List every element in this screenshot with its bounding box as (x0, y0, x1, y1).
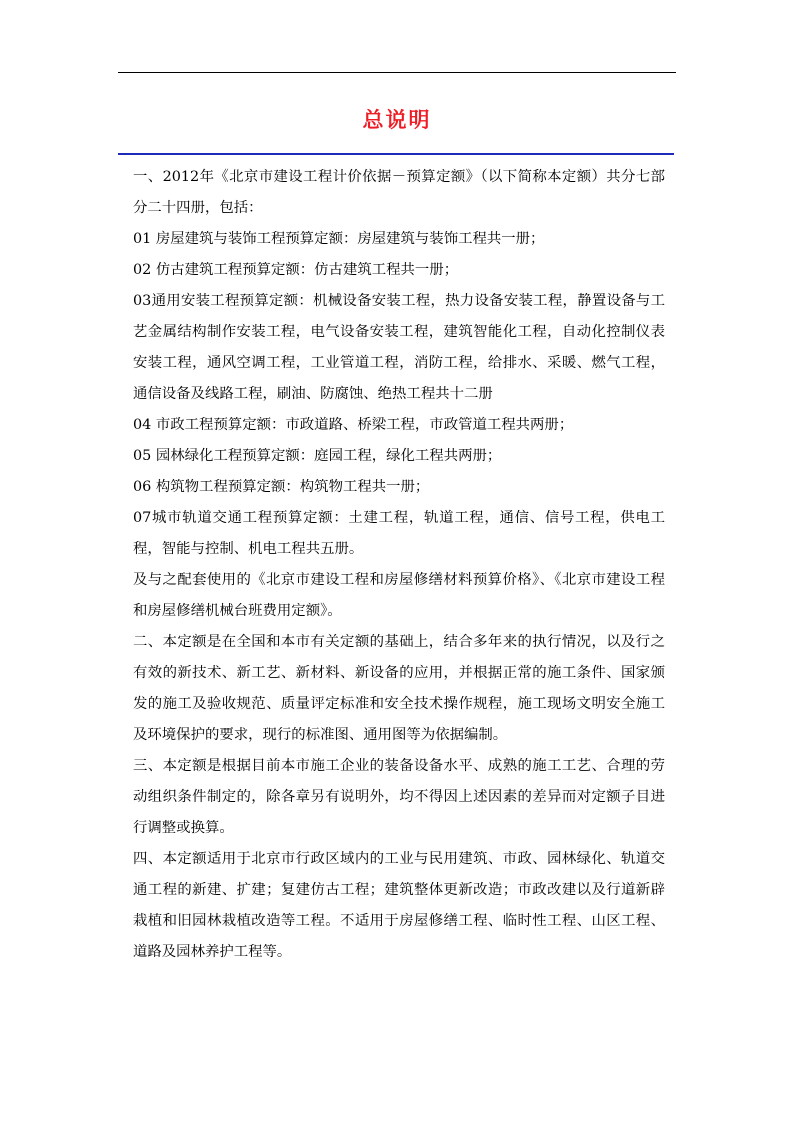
paragraph-4: 03通用安装工程预算定额：机械设备安装工程，热力设备安装工程，静置设备与工艺金属结构制作安装工程，电气设备安装工程，建筑智能化工程，自动化控制仪表安装工程，通风空调工程，工业管道工程，消防工程，给排水、采暖、燃气工程，通信设备及线路工程，刷油、防腐蚀、绝热工程共十二册 (133, 293, 665, 402)
document-body (133, 162, 665, 968)
page-title: 总说明 (362, 107, 432, 132)
paragraph-1: 一、2012年《北京市建设工程计价依据－预算定额》（以下简称本定额）共分七部分二十四册，包括： (133, 169, 665, 216)
paragraph-2: 01 房屋建筑与装饰工程预算定额：房屋建筑与装饰工程共一册； (133, 231, 545, 247)
header-rule (118, 72, 676, 73)
paragraph-9: 及与之配套使用的《北京市建设工程和房屋修缮材料预算价格》、《北京市建设工程和房屋修缮机械台班费用定额》。 (133, 572, 665, 619)
paragraph-6: 05 园林绿化工程预算定额：庭园工程，绿化工程共两册； (133, 448, 502, 464)
paragraph-11: 三、本定额是根据目前本市施工企业的装备设备水平、成熟的施工工艺、合理的劳动组织条件制定的，除各章另有说明外，均不得因上述因素的差异而对定额子目进行调整或换算。 (133, 758, 665, 836)
paragraph-8: 07城市轨道交通工程预算定额：土建工程，轨道工程，通信、信号工程，供电工程，智能与控制、机电工程共五册。 (133, 510, 665, 557)
title-underline (118, 153, 674, 155)
paragraph-12: 四、本定额适用于北京市行政区域内的工业与民用建筑、市政、园林绿化、轨道交通工程的新建、扩建；复建仿古工程；建筑整体更新改造；市政改建以及行道新辟栽植和旧园林栽植改造等工程。不适用于房屋修缮工程、临时性工程、山区工程、道路及园林养护工程等。 (133, 851, 665, 960)
paragraph-5: 04 市政工程预算定额：市政道路、桥梁工程，市政管道工程共两册； (133, 417, 574, 433)
paragraph-10: 二、本定额是在全国和本市有关定额的基础上，结合多年来的执行情况，以及行之有效的新技术、新工艺、新材料、新设备的应用，并根据正常的施工条件、国家颁发的施工及验收规范、质量评定标准和安全技术操作规程，施工现场文明安全施工及环境保护的要求，现行的标准图、通用图等为依据编制。 (133, 634, 665, 743)
paragraph-3: 02 仿古建筑工程预算定额：仿古建筑工程共一册； (133, 262, 459, 278)
paragraph-7: 06 构筑物工程预算定额：构筑物工程共一册； (133, 479, 430, 495)
